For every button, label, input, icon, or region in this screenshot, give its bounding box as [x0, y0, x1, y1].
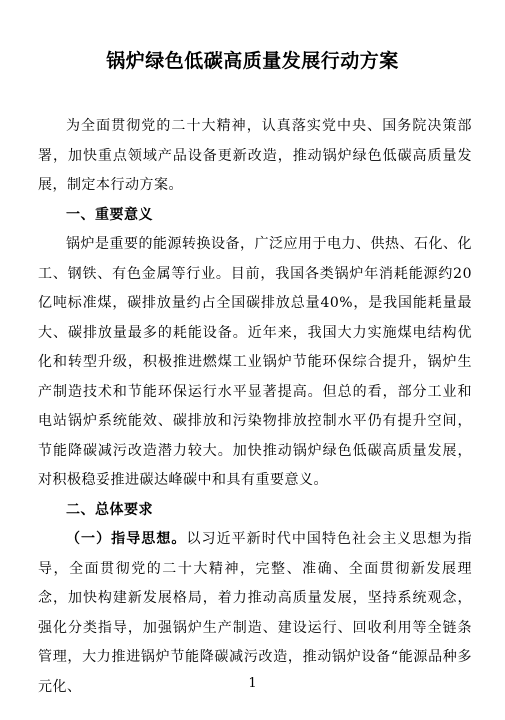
- guiding-ideology-lead: （一）指导思想。: [66, 531, 187, 547]
- section-heading-significance: 一、重要意义: [66, 206, 153, 223]
- document-title: 锅炉绿色低碳高质量发展行动方案: [106, 50, 399, 72]
- section-heading-general-requirements: 二、总体要求: [66, 501, 153, 518]
- section-paragraph-significance: 锅炉是重要的能源转换设备，广泛应用于电力、供热、石化、化工、钢铁、有色金属等行业。目前，我国各类锅炉年消耗能源约20亿吨标准煤，碳排放量约占全国碳排放总量40%，是我国能耗量最大、碳排放量最多的耗能设备。近年来，我国大力实施煤电结构优化和转型升级，积极推进燃煤工业锅炉节能环保综合提升，锅炉生产制造技术和节能环保运行水平显著提高。但总的看，部分工业和电站锅炉系统能效、碳排放和污染物排放控制水平仍有提升空间，节能降碳减污改造潜力较大。加快推动锅炉绿色低碳高质量发展，对积极稳妥推进碳达峰碳中和具有重要意义。: [38, 236, 472, 488]
- document-body: [38, 112, 472, 702]
- page-number: 1: [248, 676, 257, 691]
- guiding-ideology-text: 以习近平新时代中国特色社会主义思想为指导，全面贯彻党的二十大精神，完整、准确、全面贯彻新发展理念，加快构建新发展格局，着力推动高质量发展，坚持系统观念，强化分类指导，加强锅炉生产制造、建设运行、回收利用等全链条管理，大力推进锅炉节能降碳减污改造，推动锅炉设备“能源品种多元化、: [38, 531, 473, 695]
- intro-paragraph: 为全面贯彻党的二十大精神，认真落实党中央、国务院决策部署，加快重点领域产品设备更新改造，推动锅炉绿色低碳高质量发展，制定本行动方案。: [38, 118, 472, 193]
